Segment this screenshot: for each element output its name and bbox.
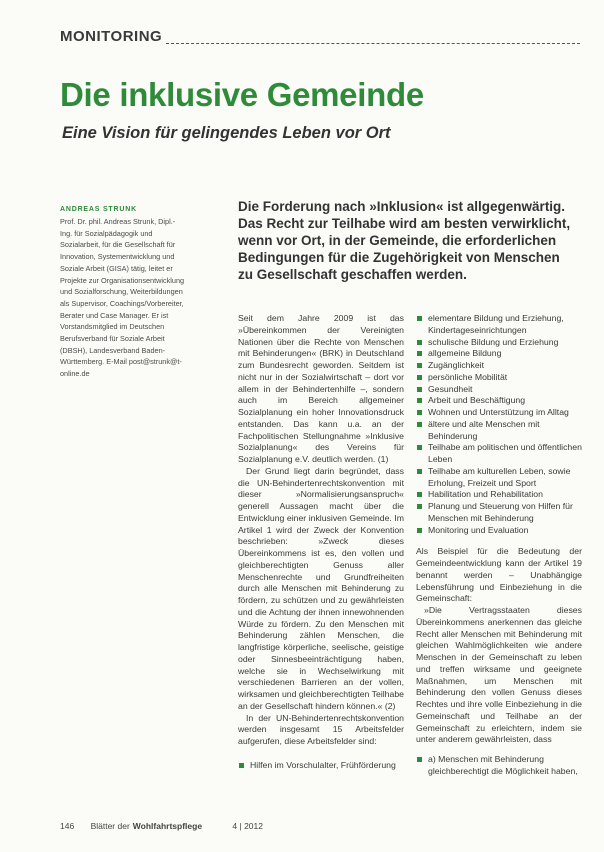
list-item: Gesundheit [416,384,582,396]
list-item: Arbeit und Beschäftigung [416,395,582,407]
body-column-middle [238,313,404,772]
section-label: MONITORING [60,28,163,45]
author-name: ANDREAS STRUNK [60,206,137,213]
article-subtitle: Eine Vision für gelingendes Leben vor Ort [62,124,391,142]
article-title: Die inklusive Gemeinde [60,76,424,113]
list-item: ältere und alte Menschen mit Behinderung [416,419,582,443]
list-item: Teilhabe am politischen und öffentlichen Leben [416,442,582,466]
lead-paragraph: Die Forderung nach »Inklusion« ist allgegenwärtig. Das Recht zur Teilhabe wird am besten verwirklicht, wenn vor Ort, in der Gemeinde, die erforderlichen Bedingungen für die Zugehörigkeit von Menschen zu Gesellschaft geschaffen werden. [238,199,571,282]
list-item: Teilhabe am kulturellen Leben, sowie Erholung, Freizeit und Sport [416,466,582,490]
issue-number: 4 | 2012 [232,821,263,831]
list-item: persönliche Mobilität [416,372,582,384]
bullet-list [416,313,582,536]
list-item: Wohnen und Unterstützung im Alltag [416,407,582,419]
page-footer [60,821,277,831]
section-divider [166,43,580,44]
body-paragraph: Als Beispiel für die Bedeutung der Gemeindeentwicklung kann der Artikel 19 benannt werden – Unabhängige Lebensführung und Einbeziehung in die Gemeinschaft: [416,546,582,604]
list-item: Monitoring und Evaluation [416,525,582,537]
journal-name [91,821,216,831]
list-item: elementare Bildung und Erziehung, Kindertageseinrichtungen [416,313,582,337]
bullet-list [238,760,404,772]
list-item: schulische Bildung und Erziehung [416,337,582,349]
list-item: a) Menschen mit Behinderung gleichberechtigt die Möglichkeit haben, [416,754,582,778]
list-item: Zugänglichkeit [416,360,582,372]
bullet-list [416,754,582,778]
list-item: Hilfen im Vorschulalter, Frühförderung [238,760,404,772]
body-paragraph: »Die Vertragsstaaten dieses Übereinkommens anerkennen das gleiche Recht aller Menschen mit Behinderung mit gleichen Wahlmöglichkeiten wie andere Menschen in der Gemeinschaft zu leben und treffen wirksame und geeignete Maßnahmen, um Menschen mit Behinderung den vollen Genuss dieses Rechtes und ihre volle Einbeziehung in die Gemeinschaft und Teilhabe an der Gemeinschaft zu erleichtern, indem sie unter anderem gewährleisten, dass [416,605,582,745]
body-column-right [416,313,582,778]
author-sidebar [60,206,186,380]
body-paragraph: Seit dem Jahre 2009 ist das »Übereinkommen der Vereinigten Nationen über die Rechte von Menschen mit Behinderungen« (BRK) in Deutschland zum Bundesrecht geworden. Seitdem ist nicht nur in der Sozialwirtschaft – dort vor allem in der Behindertenhilfe –, sondern auch im Bereich allgemeiner Sozialplanung ein hoher Innovationsdruck entstanden. Das kann u.a. an der Fachpolitischen Stellungnahme »Inklusive Sozialplanung« des Vereins für Sozialplanung e.V. deutlich werden. (1) [238,313,404,464]
body-paragraph: Der Grund liegt darin begründet, dass die UN-Behindertenrechtskonvention mit dieser »Normalisierungsanspruch« generell Aussagen macht über die Entwicklung einer inklusiven Gemeinde. Im Artikel 1 wird der Zweck der Konvention beschrieben: »Zweck dieses Übereinkommens ist es, den vollen und gleichberechtigten Genuss aller Menschenrechte und Grundfreiheiten durch alle Menschen mit Behinderung zu fördern, zu schützen und zu gewährleisten und die Achtung der ihnen innewohnenden Würde zu fördern. Zu den Menschen mit Behinderung zählen Menschen, die langfristige körperliche, seelische, geistige oder Sinnesbeeinträchtigung haben, welche sie in Wechselwirkung mit verschiedenen Barrieren an der vollen, wirksamen und gleichberechtigten Teilhabe an der Gesellschaft hindern können.« (2) [238,465,404,711]
author-bio: Prof. Dr. phil. Andreas Strunk, Dipl.-Ing. für Sozialpädagogik und Sozialarbeit, für die Gesellschaft für Innovation, Systementwicklung und Soziale Arbeit (GISA) tätig, leitet er Projekte zur Organisationsentwicklung und Sozialforschung, Weiterbildungen als Supervisor, Coachings/Vorbereiter, Berater und Case Manager. Er ist Vorstandsmitglied im Deutschen Berufsverband für Soziale Arbeit (DBSH), Landesverband Baden-Württemberg. E-Mail post@strunk@t-online.de [60,217,185,379]
body-paragraph: In der UN-Behindertenrechtskonvention werden insgesamt 15 Arbeitsfelder aufgerufen, diese Arbeitsfelder sind: [238,712,404,746]
list-item: allgemeine Bildung [416,348,582,360]
list-item: Habilitation und Rehabilitation [416,489,582,501]
journal-name-regular: Blätter der [90,821,130,831]
page-number: 146 [60,821,75,831]
journal-name-bold: Wohlfahrtspflege [132,821,203,831]
list-item: Planung und Steuerung von Hilfen für Menschen mit Behinderung [416,501,582,525]
